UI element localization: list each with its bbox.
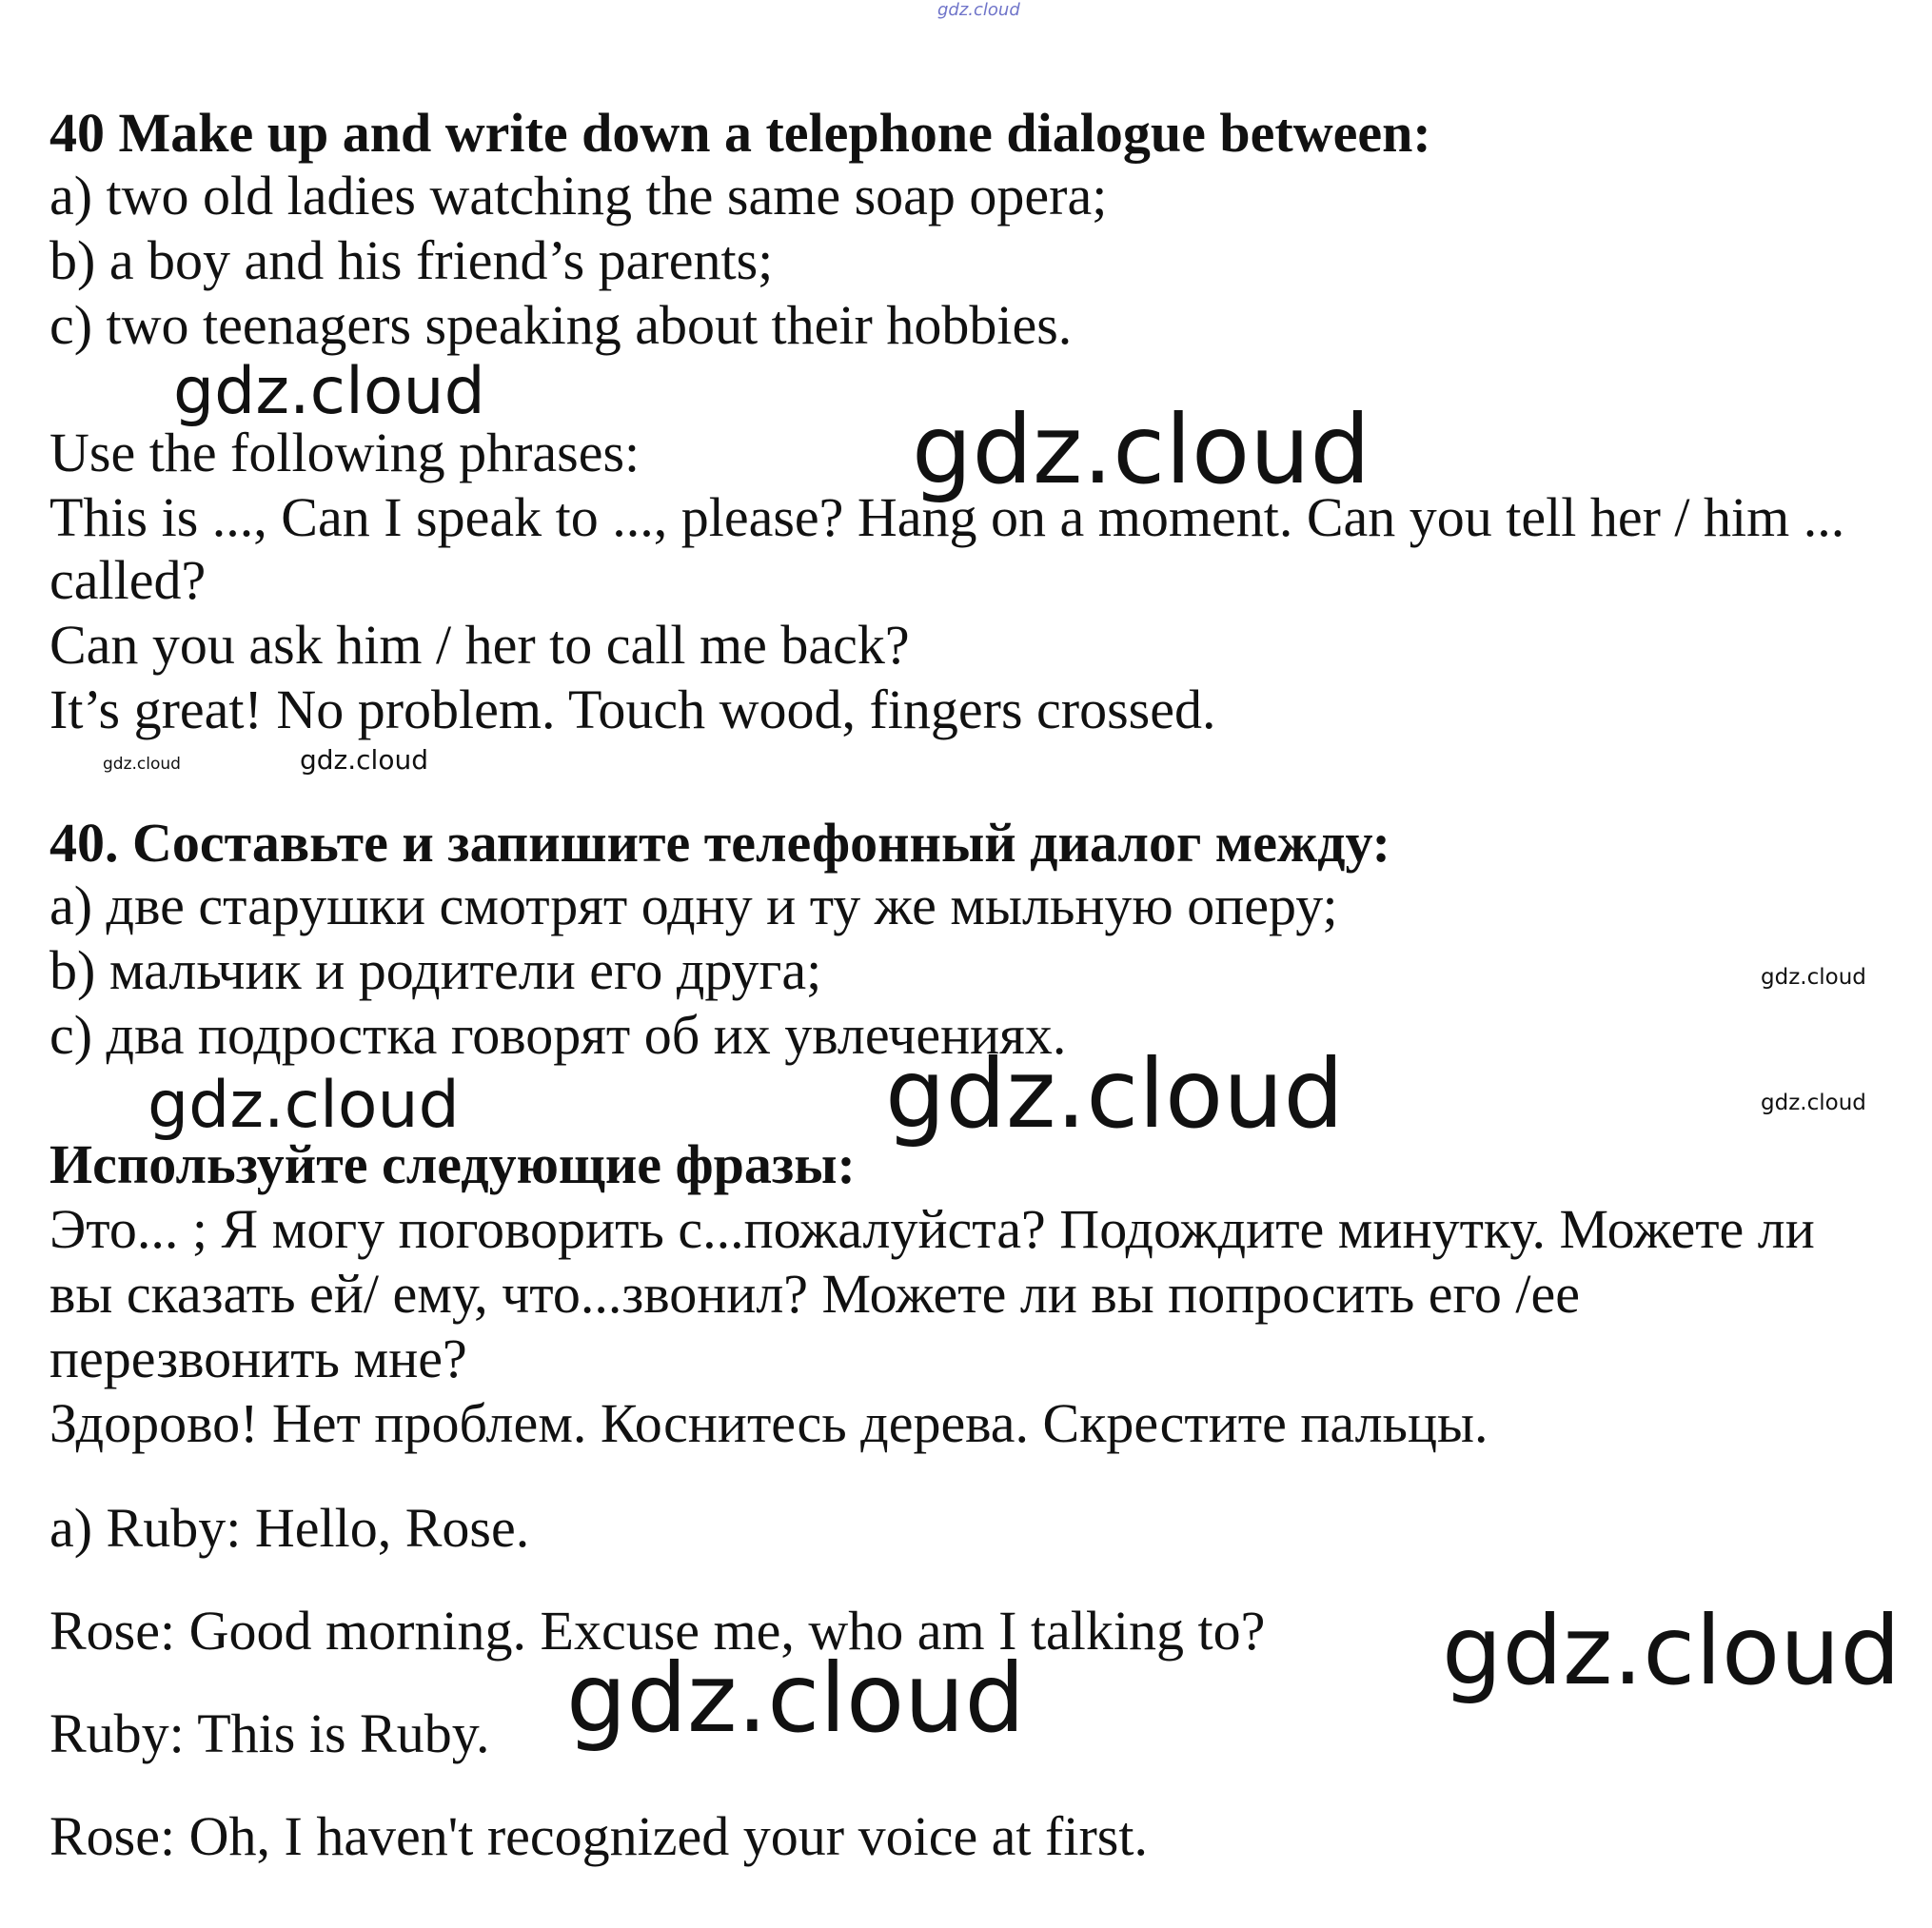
- russian-phrase-line: вы сказать ей/ ему, что...звонил? Можете ли вы попросить его /ее: [49, 1263, 1580, 1325]
- watermark-9: gdz.cloud: [1442, 1595, 1902, 1706]
- russian-item-b: b) мальчик и родители его друга;: [49, 939, 822, 1001]
- watermark-1: gdz.cloud: [173, 354, 485, 429]
- watermark-8: gdz.cloud: [1761, 1091, 1866, 1115]
- english-phrases-intro: Use the following phrases:: [49, 422, 641, 483]
- dialogue-line: Rose: Oh, I haven't recognized your voice at first.: [49, 1805, 1148, 1867]
- watermark-6: gdz.cloud: [148, 1068, 460, 1143]
- russian-item-a: a) две старушки смотрят одну и ту же мыльную оперу;: [49, 875, 1338, 936]
- russian-task-title: 40. Составьте и запишите телефонный диалог между:: [49, 812, 1390, 874]
- english-item-c: c) two teenagers speaking about their hobbies.: [49, 294, 1073, 356]
- watermark-5: gdz.cloud: [1761, 965, 1866, 990]
- english-item-a: a) two old ladies watching the same soap opera;: [49, 165, 1108, 226]
- russian-phrase-line: Здорово! Нет проблем. Коснитесь дерева. Скрестите пальцы.: [49, 1392, 1488, 1454]
- dialogue-line: Rose: Good morning. Excuse me, who am I talking to?: [49, 1600, 1266, 1662]
- watermark-2: gdz.cloud: [912, 394, 1371, 505]
- russian-phrases-intro: Используйте следующие фразы:: [49, 1133, 856, 1195]
- russian-phrase-line: перезвонить мне?: [49, 1328, 467, 1389]
- english-task-title: 40 Make up and write down a telephone dialogue between:: [49, 102, 1431, 164]
- english-phrase-line: This is ..., Can I speak to ..., please? Hang on a moment. Can you tell her / him ...: [49, 486, 1845, 548]
- russian-item-c: c) два подростка говорят об их увлечениях.: [49, 1004, 1067, 1066]
- english-phrase-line: It’s great! No problem. Touch wood, fingers crossed.: [49, 679, 1216, 740]
- watermark-3: gdz.cloud: [103, 755, 181, 774]
- watermark-top: gdz.cloud: [937, 0, 1020, 20]
- english-phrase-line: called?: [49, 549, 207, 611]
- watermark-4: gdz.cloud: [300, 744, 428, 776]
- watermark-7: gdz.cloud: [885, 1038, 1345, 1150]
- english-phrase-line: Can you ask him / her to call me back?: [49, 614, 910, 676]
- watermark-10: gdz.cloud: [566, 1643, 1026, 1754]
- dialogue-line: Ruby: This is Ruby.: [49, 1702, 490, 1764]
- russian-phrase-line: Это... ; Я могу поговорить с...пожалуйста? Подождите минутку. Можете ли: [49, 1198, 1815, 1260]
- dialogue-line: a) Ruby: Hello, Rose.: [49, 1497, 530, 1559]
- english-item-b: b) a boy and his friend’s parents;: [49, 229, 774, 291]
